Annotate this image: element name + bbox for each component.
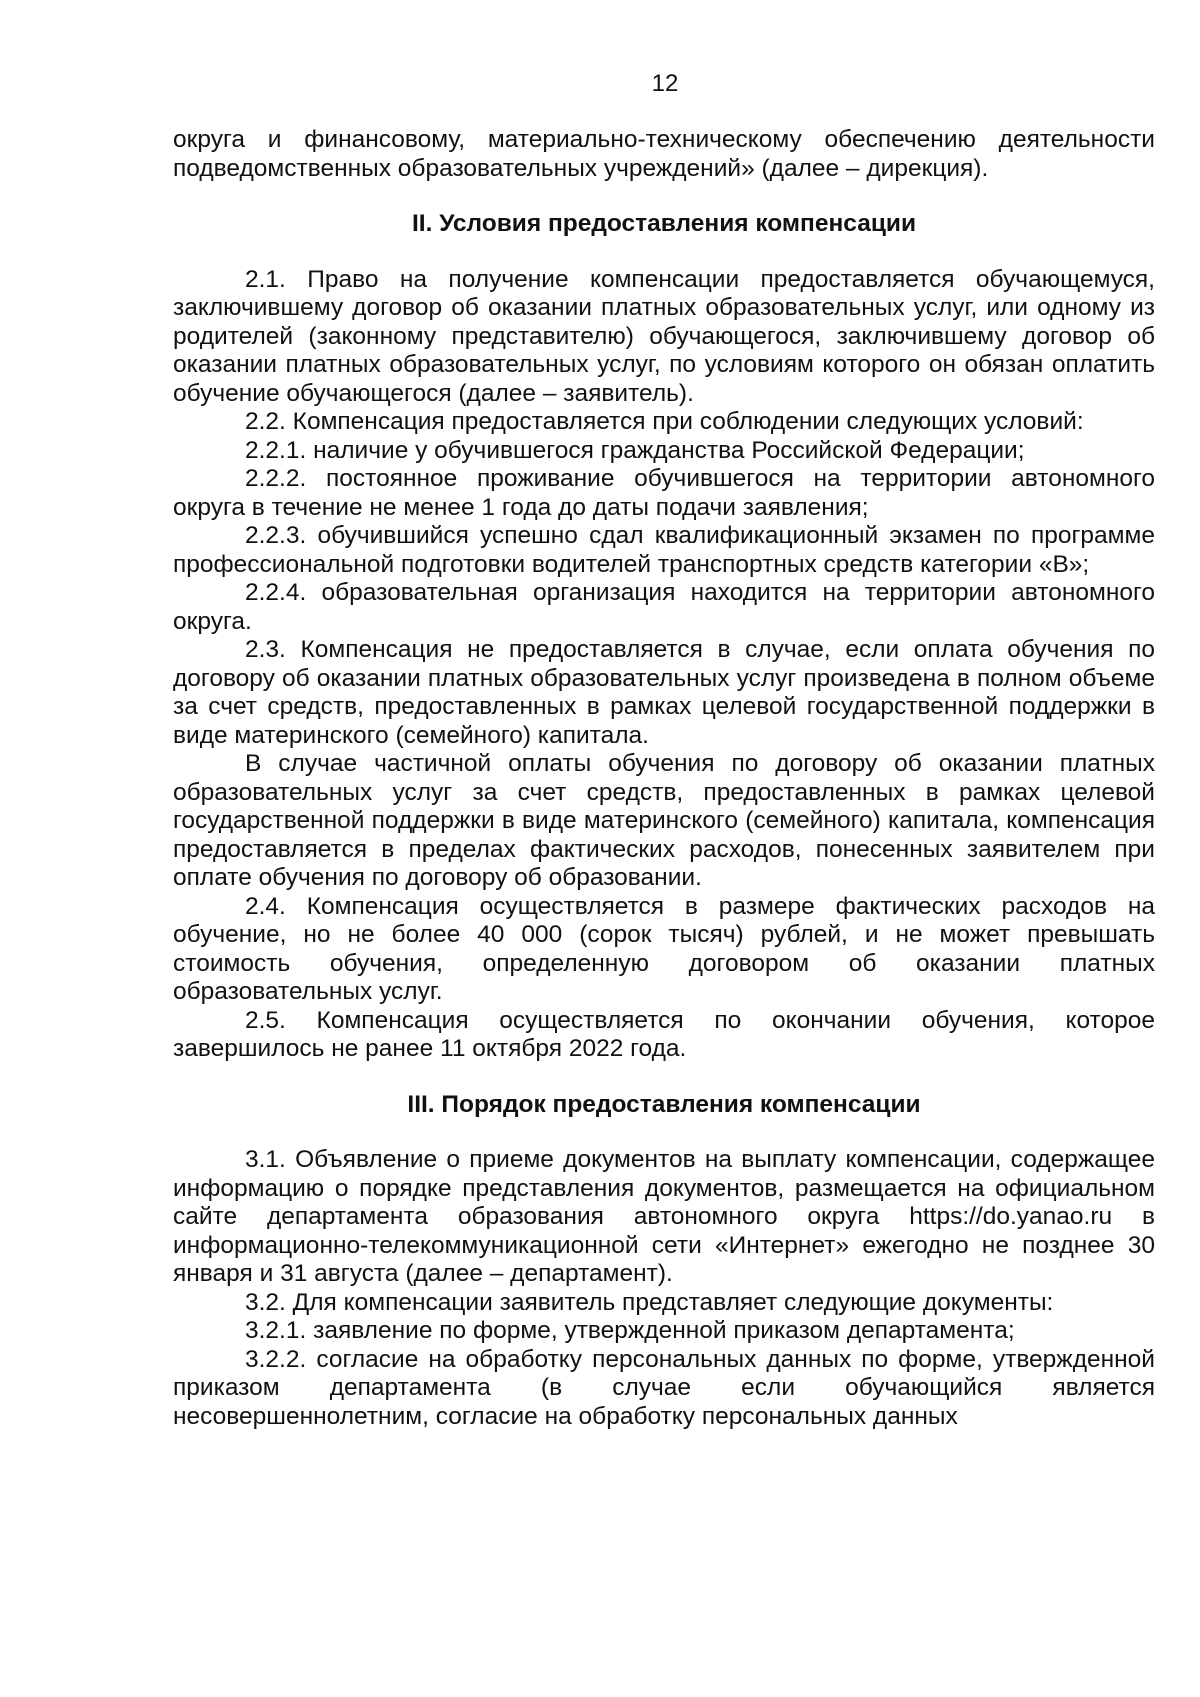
paragraph-3-2: 3.2. Для компенсации заявитель представляет следующие документы: (245, 1288, 1054, 1316)
paragraph-3-2-1: 3.2.1. заявление по форме, утвержденной приказом департамента; (245, 1317, 1015, 1344)
paragraph-2-2: 2.2. Компенсация предоставляется при соблюдении следующих условий: (245, 408, 1084, 435)
document-body (173, 126, 1155, 1431)
paragraph-2-2-3: 2.2.3. обучившийся успешно сдал квалификационный экзамен по программе профессиональной подготовки водителей транспортных средств категории «В»; (173, 522, 1155, 578)
paragraph-2-2-1: 2.2.1. наличие у обучившегося гражданства Российской Федерации; (245, 436, 1025, 464)
paragraph-2-5: 2.5. Компенсация осуществляется по окончании обучения, которое завершилось не ранее 11 октября 2022 года. (173, 1006, 1155, 1062)
paragraph-2-2-2: 2.2.2. постоянное проживание обучившегося на территории автономного округа в течение не менее 1 года до даты подачи заявления; (173, 465, 1155, 521)
section-3-heading: III. Порядок предоставления компенсации (407, 1090, 921, 1118)
section-2-heading: II. Условия предоставления компенсации (411, 210, 917, 237)
intro-paragraph: округа и финансовому, материально-техническому обеспечению деятельности подведомственных образовательных учреждений» (далее – дирекция). (173, 126, 1155, 182)
paragraph-2-4: 2.4. Компенсация осуществляется в размере фактических расходов на обучение, но не более 40 000 (сорок тысяч) рублей, и не может превышать стоимость обучения, определенную договором об оказании платных образовательных услуг. (173, 892, 1155, 1005)
paragraph-2-1: 2.1. Право на получение компенсации предоставляется обучающемуся, заключившему договор об оказании платных образовательных услуг, или одному из родителей (законному представителю) обучающегося, заключившему договор об оказании платных образовательных услуг, по условиям которого он обязан оплатить обучение обучающегося (далее – заявитель). (173, 265, 1155, 407)
page-number: 12 (651, 70, 679, 97)
paragraph-2-3: 2.3. Компенсация не предоставляется в случае, если оплата обучения по договору об оказании платных образовательных услуг произведена в полном объеме за счет средств, предоставленных в рамках целевой государственной поддержки в виде материнского (семейного) капитала. (173, 636, 1155, 749)
section-2-body (173, 266, 1155, 1064)
paragraph-2-2-4: 2.2.4. образовательная организация находится на территории автономного округа. (173, 579, 1155, 635)
paragraph-3-2-2: 3.2.2. согласие на обработку персональных данных по форме, утвержденной приказом департамента (в случае если обучающийся является несовершеннолетним, согласие на обработку персональных данных (173, 1345, 1155, 1430)
paragraph-2-3-partial: В случае частичной оплаты обучения по договору об оказании платных образовательных услуг за счет средств, предоставленных в рамках целевой государственной поддержки в виде материнского (семейного) капитала, компенсация предоставляется в пределах фактических расходов, понесенных заявителем при оплате обучения по договору об образовании. (173, 750, 1155, 891)
section-3-body (173, 1146, 1155, 1431)
paragraph-3-1: 3.1. Объявление о приеме документов на выплату компенсации, содержащее информацию о порядке представления документов, размещается на официальном сайте департамента образования автономного округа https://do.yanao.ru в информационно-телекоммуникационной сети «Интернет» ежегодно не позднее 30 января и 31 августа (далее – департамент). (173, 1146, 1155, 1287)
